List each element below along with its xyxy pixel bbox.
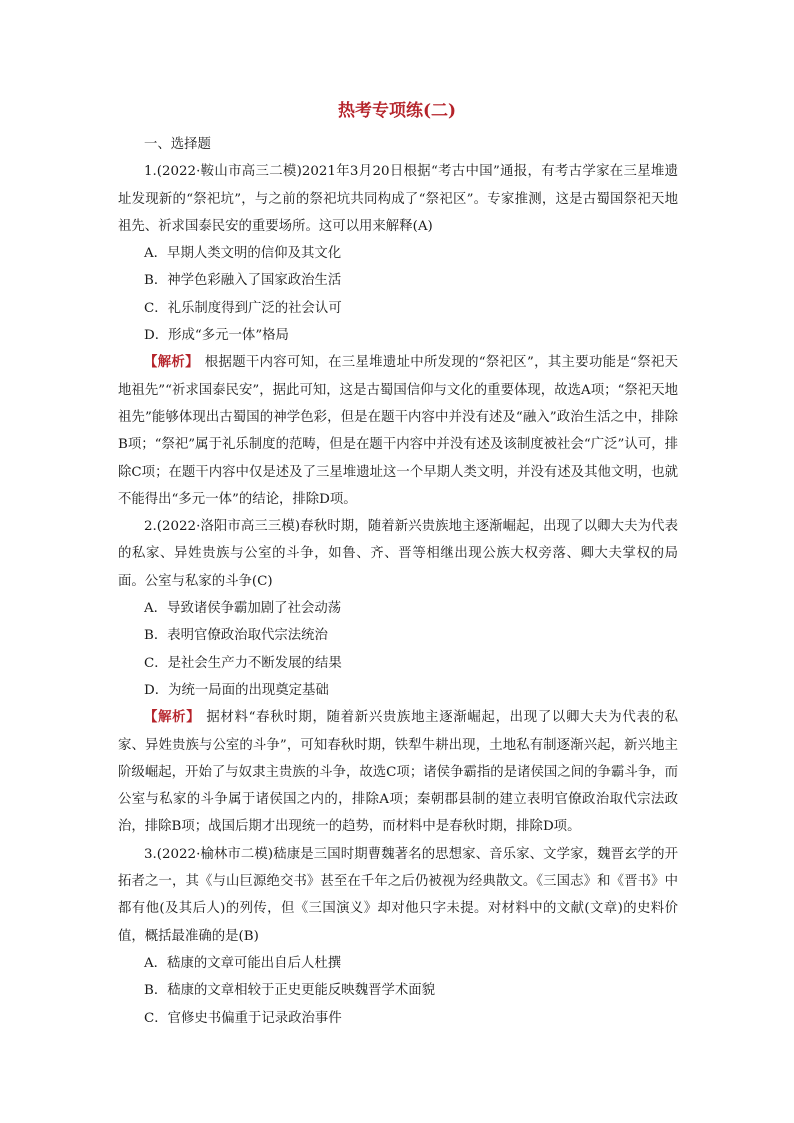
page-title: 热考专项练(二) [337, 101, 457, 121]
analysis-text: 根据题干内容可知，在三星堆遗址中所发现的“祭祀区”，其主要功能是“祭祀天地祖先”“祈求国泰民安”，据此可知，这是古蜀国信仰与文化的重要体现，故选A项；“祭祀天地祖先”能够体现出古蜀国的神学色彩，但是在题干内容中并没有述及“融入”政治生活之中，排除B项；“祭祀”属于礼乐制度的范畴，但是在题干内容中并没有述及该制度被社会“广泛”认可，排除C项；在题干内容中仅是述及了三星堆遗址这一个早期人类文明，并没有述及其他文明，也就不能得出“多元一体”的结论，排除D项。 [118, 355, 678, 507]
option: D．为统一局面的出现奠定基础 [144, 682, 329, 698]
analysis-label: 【解析】 [144, 354, 199, 371]
option: D．形成“多元一体”格局 [144, 328, 289, 344]
question-content [118, 131, 678, 1032]
analysis-paragraph [118, 349, 678, 513]
analysis-paragraph [118, 704, 678, 840]
option: B．嵇康的文章相较于正史更能反映魏晋学术面貌 [144, 983, 436, 999]
option: C．官修史书偏重于记录政治事件 [144, 1010, 342, 1026]
question-stem: 2.(2022·洛阳市高三三模)春秋时期，随着新兴贵族地主逐渐崛起，出现了以卿大夫为代表的私家、异姓贵族与公室的斗争，如鲁、齐、晋等相继出现公族大权旁落、卿大夫掌权的局面。公室与私家的斗争(C) [118, 519, 678, 589]
option: B．神学色彩融入了国家政治生活 [144, 273, 342, 289]
analysis-text: 据材料“春秋时期，随着新兴贵族地主逐渐崛起，出现了以卿大夫为代表的私家、异姓贵族与公室的斗争”，可知春秋时期，铁犁牛耕出现，土地私有制逐渐兴起，新兴地主阶级崛起，开始了与奴隶主贵族的斗争，故选C项；诸侯争霸指的是诸侯国之间的争霸斗争，而公室与私家的斗争属于诸侯国之内的，排除A项；秦朝郡县制的建立表明官僚政治取代宗法政治，排除B项；战国后期才出现统一的趋势，而材料中是春秋时期，排除D项。 [118, 710, 679, 835]
option: C．礼乐制度得到广泛的社会认可 [144, 300, 342, 316]
option: A．导致诸侯争霸加剧了社会动荡 [144, 601, 342, 617]
option: C．是社会生产力不断发展的结果 [144, 655, 342, 671]
question-stem: 3.(2022·榆林市二模)嵇康是三国时期曹魏著名的思想家、音乐家、文学家，魏晋玄学的开拓者之一，其《与山巨源绝交书》甚至在千年之后仍被视为经典散文。《三国志》和《晋书》中都有他(及其后人)的列传，但《三国演义》却对他只字未提。对材料中的文献(文章)的史料价值，概括最准确的是(B) [118, 846, 678, 944]
option: A．嵇康的文章可能出自后人杜撰 [144, 955, 342, 971]
section-heading: 一、选择题 [144, 137, 211, 152]
question-stem: 1.(2022·鞍山市高三二模)2021年3月20日根据“考古中国”通报，有考古学家在三星堆遗址发现新的“祭祀坑”，与之前的祭祀坑共同构成了“祭祀区”。专家推测，这是古蜀国祭祀天地祖先、祈求国泰民安的重要场所。这可以用来解释(A) [118, 164, 678, 234]
analysis-label: 【解析】 [144, 709, 201, 726]
option: B．表明官僚政治取代宗法统治 [144, 628, 328, 644]
option: A．早期人类文明的信仰及其文化 [144, 246, 342, 262]
